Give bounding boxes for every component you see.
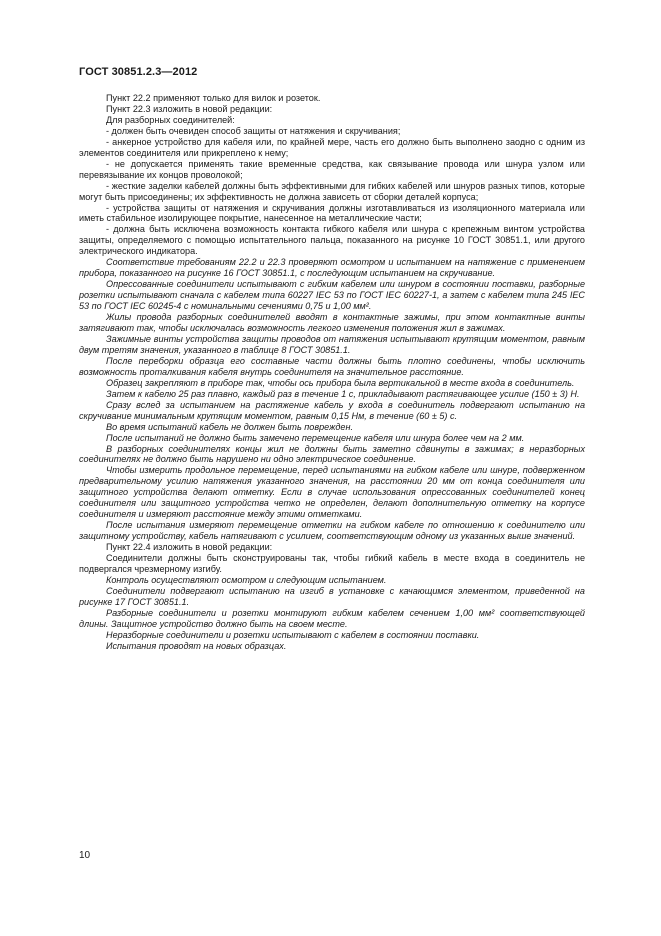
page-number: 10 [79,850,91,861]
paragraph: После испытаний не должно быть замечено перемещение кабеля или шнура более чем на 2 мм. [106,432,525,443]
document-header: ГОСТ 30851.2.3—2012 [79,66,198,78]
paragraph: Соединители подвергают испытанию на изгиб в установке с качающимся элементом, приведенной на рисунке 17 ГОСТ 30851.1. [79,585,585,607]
paragraph: - анкерное устройство для кабеля или, по крайней мере, часть его должно быть выполнено заодно с одним из элементов соединителя или прикреплено к нему; [79,136,585,158]
paragraph: - должен быть очевиден способ защиты от натяжения и скручивания; [106,125,401,136]
paragraph: Пункт 22.3 изложить в новой редакции: [106,103,273,114]
paragraph: Испытания проводят на новых образцах. [106,640,287,651]
paragraph: - жесткие заделки кабелей должны быть эффективными для гибких кабелей или шнуров разных типов, которые могут быть присоединены; их эффективность не должна зависеть от сборки деталей корпуса; [79,180,585,202]
paragraph: Затем к кабелю 25 раз плавно, каждый раз в течение 1 с, прикладывают растягивающее усилие (150 ± 3) Н. [106,388,580,399]
paragraph: После переборки образца его составные части должны быть плотно соединены, чтобы исключить возможность проталкивания кабеля внутрь соединителя на значительное расстояние. [79,355,585,377]
paragraph: В разборных соединителях концы жил не должны быть заметно сдвинуты в зажимах; в неразборных соединителях не должно быть нарушено ни одно электрическое соединение. [79,443,585,465]
paragraph: Пункт 22.2 применяют только для вилок и розеток. [106,93,321,103]
paragraph: - не допускается применять такие временные средства, как связывание провода или шнура узлом или перевязывание их концов проволокой; [79,158,585,180]
paragraph: Для разборных соединителей: [106,114,235,125]
paragraph: Зажимные винты устройства защиты проводов от натяжения испытывают крутящим моментом, равным двум третям значения, указанного в таблице 8 ГОСТ 30851.1. [79,333,585,355]
paragraph: Соответствие требованиям 22.2 и 22.3 проверяют осмотром и испытанием на натяжение с применением прибора, показанного на рисунке 16 ГОСТ 30851.1, с последующим испытанием на скручивание. [79,257,585,279]
paragraph: Соединители должны быть сконструированы так, чтобы гибкий кабель в месте входа в соединитель не подвергался чрезмерному изгибу. [79,553,585,574]
document-body [79,93,585,652]
paragraph: Контроль осуществляют осмотром и следующим испытанием. [106,574,387,585]
paragraph: Чтобы измерить продольное перемещение, перед испытаниями на гибком кабеле или шнуре, подверженном предварительному усилию натяжения указанного значения, на расстоянии 20 мм от конца соединителя или защитного устройства делают отметку. Если в случае использования опрессованных соединителей конец соединителя или защитного устройства четко не определен, делают дополнительную отметку на корпусе соединителя и измеряют расстояние между этими отметками. [79,465,585,520]
paragraph: Пункт 22.4 изложить в новой редакции: [106,542,273,553]
paragraph: Во время испытаний кабель не должен быть поврежден. [106,421,353,432]
paragraph: Разборные соединители и розетки монтируют гибким кабелем сечением 1,00 мм² соответствующей длины. Защитное устройство должно быть на своем месте. [79,607,585,629]
paragraph: Опрессованные соединители испытывают с гибким кабелем или шнуром в состоянии поставки, разборные розетки испытывают сначала с кабелем типа 60227 IEC 53 по ГОСТ IEC 60227-1, а затем с кабелем типа 245 IEC 53 по ГОСТ IEC 60245-4 с номинальными сечениями 0,75 и 1,00 мм². [79,279,585,312]
paragraph: Неразборные соединители и розетки испытывают с кабелем в состоянии поставки. [106,629,480,640]
paragraph: - устройства защиты от натяжения и скручивания должны изготавливаться из изоляционного материала или иметь стабильное изолирующее покрытие, нанесенное на металлические части; [79,202,585,224]
paragraph: Сразу вслед за испытанием на растяжение кабель у входа в соединитель подвергают испытанию на скручивание минимальным крутящим моментом, равным 0,15 Нм, в течение (60 ± 5) с. [79,399,585,421]
paragraph: После испытания измеряют перемещение отметки на гибком кабеле по отношению к соединителю или защитному устройству, кабель натягивают с усилием, соответствующим одному из указанных выше значений. [79,520,585,542]
paragraph: - должна быть исключена возможность контакта гибкого кабеля или шнура с крепежным винтом устройства защиты, определяемого с помощью испытательного пальца, показанного на рисунке 10 ГОСТ 30851.1, или другого электрического индикатора. [79,224,585,257]
paragraph: Образец закрепляют в приборе так, чтобы ось прибора была вертикальной в месте входа в соединитель. [106,377,575,388]
paragraph: Жилы провода разборных соединителей вводят в контактные зажимы, при этом контактные винты затягивают так, чтобы исключалась возможность легкого изменения положения жил в зажимах. [79,312,585,334]
